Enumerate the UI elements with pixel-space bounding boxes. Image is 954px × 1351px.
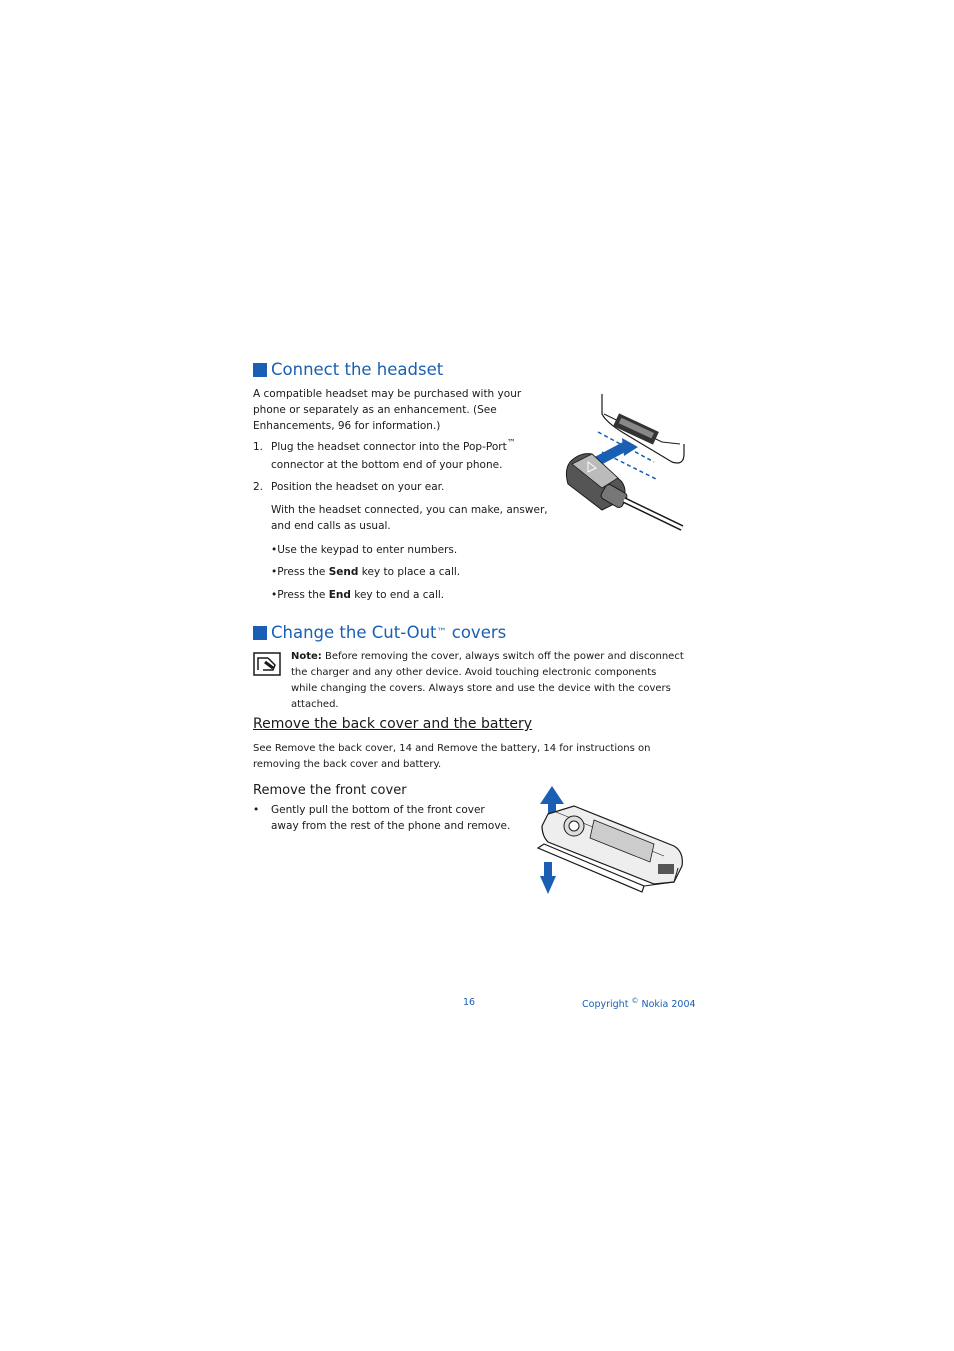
back-cover-text: See Remove the back cover, 14 and Remove the battery, 14 for instructions on removing the back cover and battery. xyxy=(253,743,651,770)
note-icon xyxy=(253,652,281,676)
step-text-cont: connector at the bottom end of your phone. xyxy=(271,459,503,471)
heading-text: Change the Cut-Out xyxy=(271,623,437,642)
copyright: Copyright © Nokia 2004 xyxy=(582,997,696,1011)
headset-intro: A compatible headset may be purchased with your phone or separately as an enhancement. (See Enhancements, 96 for information.) xyxy=(253,388,522,432)
bullet-send: •Press the Send key to place a call. xyxy=(271,566,461,578)
headset-connector-illustration xyxy=(562,392,688,532)
page-number: 16 xyxy=(463,997,476,1008)
heading-connect-headset xyxy=(253,360,443,379)
step-number: 2. xyxy=(253,481,264,493)
send-key-label: Send xyxy=(328,566,359,578)
heading-remove-front-cover: Remove the front cover xyxy=(253,783,407,798)
front-cover-bullet xyxy=(253,802,513,834)
heading-square-icon xyxy=(253,626,267,640)
front-cover-removal-illustration xyxy=(534,786,686,896)
step-text: Plug the headset connector into the Pop-Port xyxy=(271,441,507,453)
heading-text: Connect the headset xyxy=(271,360,444,379)
note-text: Note: Before removing the cover, always switch off the power and disconnect the charger and any other device. Avoid touching electronic components while changing the covers. Always store and use the device with the covers attached. xyxy=(291,651,684,710)
bullet-keypad: •Use the keypad to enter numbers. xyxy=(271,544,458,556)
heading-change-covers: Change the Cut-Out ™ covers xyxy=(253,623,506,642)
note-label: Note: xyxy=(291,651,322,662)
copyright-symbol: © xyxy=(631,997,639,1005)
headset-connected-text: With the headset connected, you can make, answer, and end calls as usual. xyxy=(271,504,548,532)
end-key-label: End xyxy=(328,589,351,601)
bullet-mark: • xyxy=(253,804,260,816)
step-2 xyxy=(253,479,444,495)
bullet-end: •Press the End key to end a call. xyxy=(271,589,445,601)
heading-square-icon xyxy=(253,363,267,377)
heading-text-end: covers xyxy=(446,623,507,642)
step-number: 1. xyxy=(253,441,264,453)
trademark: ™ xyxy=(506,438,516,449)
heading-remove-back-cover: Remove the back cover and the battery xyxy=(253,716,533,732)
step-text: Position the headset on your ear. xyxy=(271,481,445,493)
step-1 xyxy=(253,439,553,473)
front-cover-text: Gently pull the bottom of the front cover away from the rest of the phone and remove. xyxy=(271,804,511,832)
